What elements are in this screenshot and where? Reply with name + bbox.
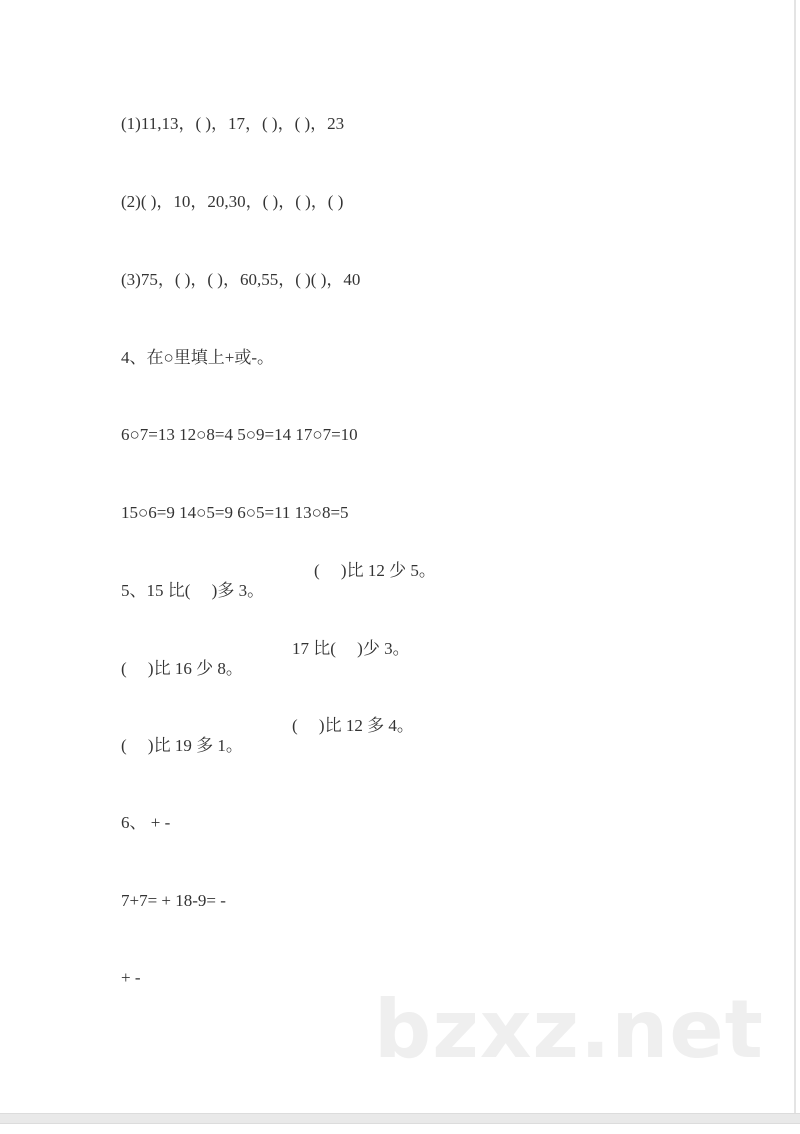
section-heading: 4、在○里填上+或-。 bbox=[121, 348, 275, 367]
operator-row-1 bbox=[104, 405, 358, 465]
comparison-left: 5、15 比( )多 3。 bbox=[121, 581, 265, 600]
comparison-right: ( )比 12 多 4。 bbox=[292, 716, 414, 735]
operator-symbols-row bbox=[104, 948, 141, 1008]
line-text: 15○6=9 14○5=9 6○5=11 13○8=5 bbox=[121, 503, 349, 522]
calculation-row bbox=[104, 871, 226, 931]
sequence-question-3 bbox=[104, 250, 360, 310]
operator-row-2 bbox=[104, 483, 349, 543]
comparison-right: ( )比 12 少 5。 bbox=[314, 561, 436, 580]
comparison-left: ( )比 16 少 8。 bbox=[121, 659, 243, 678]
line-text: (1)11,13，( )，17，( )，( )，23 bbox=[121, 114, 345, 133]
comparison-left: ( )比 19 多 1。 bbox=[121, 736, 243, 755]
watermark-logo: bzxz.net bbox=[374, 983, 764, 1076]
comparison-row-1 bbox=[104, 561, 436, 641]
comparison-row-3 bbox=[104, 716, 414, 796]
line-text: (3)75，( )，( )，60,55，( )( )，40 bbox=[121, 270, 361, 289]
line-text: 7+7= + 18-9= - bbox=[121, 891, 226, 910]
page-separator bbox=[0, 1113, 800, 1124]
section-6-heading bbox=[104, 793, 170, 853]
section-4-heading bbox=[104, 328, 274, 388]
section-heading: 6、 + - bbox=[121, 813, 171, 832]
sequence-question-1 bbox=[104, 94, 344, 154]
line-text: + - bbox=[121, 968, 141, 987]
comparison-row-2 bbox=[104, 639, 410, 719]
next-page-top bbox=[0, 1124, 800, 1134]
comparison-right: 17 比( )少 3。 bbox=[292, 639, 410, 658]
sequence-question-2 bbox=[104, 172, 343, 232]
line-text: (2)( )，10，20,30，( )，( )，( ) bbox=[121, 192, 344, 211]
line-text: 6○7=13 12○8=4 5○9=14 17○7=10 bbox=[121, 425, 358, 444]
